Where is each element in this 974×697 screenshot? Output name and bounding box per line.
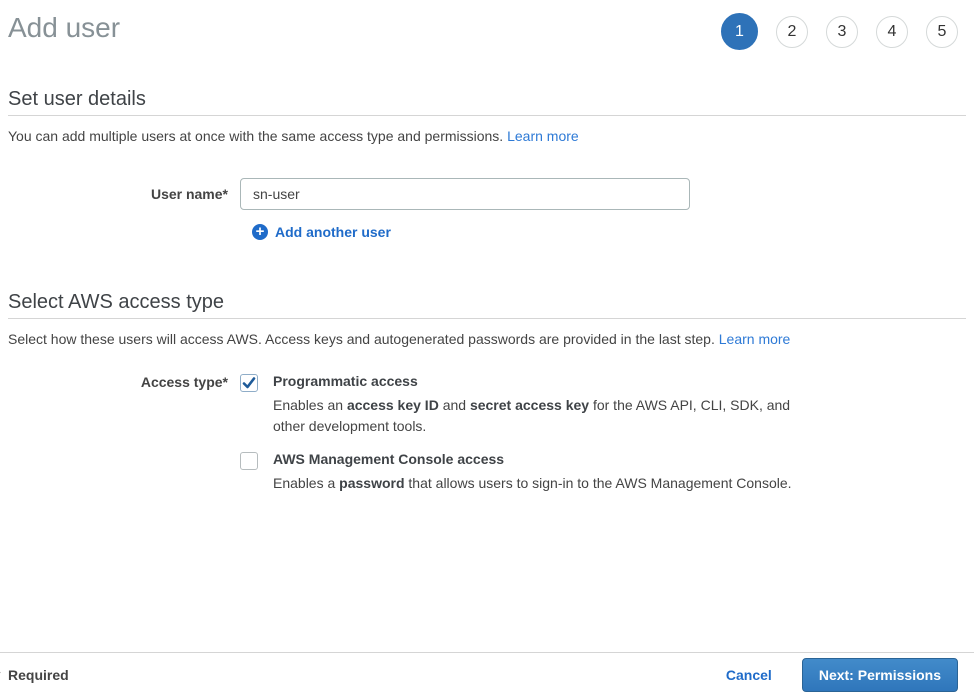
next-permissions-button[interactable]: Next: Permissions xyxy=(802,658,958,692)
console-access-checkbox[interactable] xyxy=(240,452,258,470)
page-footer xyxy=(0,652,974,697)
step-2: 2 xyxy=(776,16,808,48)
desc-bold: password xyxy=(339,475,405,491)
learn-more-link-access-type[interactable]: Learn more xyxy=(718,331,791,347)
access-type-row xyxy=(8,373,966,508)
option-content xyxy=(273,451,792,494)
add-another-user-label: Add another user xyxy=(275,224,391,240)
desc-text: for the AWS API, CLI, SDK, and other development tools. xyxy=(273,397,791,434)
desc-text: that allows users to sign-in to the AWS Management Console. xyxy=(404,475,792,491)
main-content xyxy=(0,88,974,508)
add-another-user-button[interactable] xyxy=(252,224,391,240)
required-note xyxy=(8,667,69,683)
access-type-description-text: Select how these users will access AWS. Access keys and autogenerated passwords are provided in the last step. xyxy=(8,331,715,347)
required-label: Required xyxy=(8,667,69,683)
desc-text: and xyxy=(438,397,470,413)
access-type-label: Access type* xyxy=(140,374,228,390)
user-details-description-text: You can add multiple users at once with the same access type and permissions. xyxy=(8,128,504,144)
desc-bold: secret access key xyxy=(469,397,590,413)
step-1: 1 xyxy=(721,13,758,50)
page-header xyxy=(0,0,974,50)
section-heading-access-type: Select AWS access type xyxy=(8,291,966,319)
learn-more-link-user-details[interactable]: Learn more xyxy=(507,128,579,144)
programmatic-access-checkbox[interactable] xyxy=(240,374,258,392)
step-4: 4 xyxy=(876,16,908,48)
user-details-description xyxy=(8,128,966,144)
option-content xyxy=(273,373,795,437)
option-description xyxy=(273,395,795,437)
option-programmatic-access xyxy=(240,373,795,437)
desc-text: Enables a xyxy=(273,475,340,491)
access-type-options xyxy=(240,373,795,508)
step-5: 5 xyxy=(926,16,958,48)
option-title: Programmatic access xyxy=(273,373,418,389)
cancel-button[interactable]: Cancel xyxy=(725,667,772,683)
user-name-label: User name* xyxy=(150,186,228,202)
plus-icon: + xyxy=(252,224,268,240)
section-heading-user-details: Set user details xyxy=(8,88,966,116)
option-console-access xyxy=(240,451,795,494)
desc-bold: access key ID xyxy=(346,397,439,413)
step-indicator xyxy=(721,13,958,50)
option-description xyxy=(273,473,792,494)
access-type-description xyxy=(8,331,966,347)
step-3: 3 xyxy=(826,16,858,48)
page-title: Add user xyxy=(8,12,121,43)
user-name-input[interactable] xyxy=(240,178,690,210)
checkmark-icon xyxy=(242,376,256,390)
option-title: AWS Management Console access xyxy=(273,451,505,467)
desc-text: Enables an xyxy=(273,397,347,413)
user-name-row xyxy=(8,178,966,210)
